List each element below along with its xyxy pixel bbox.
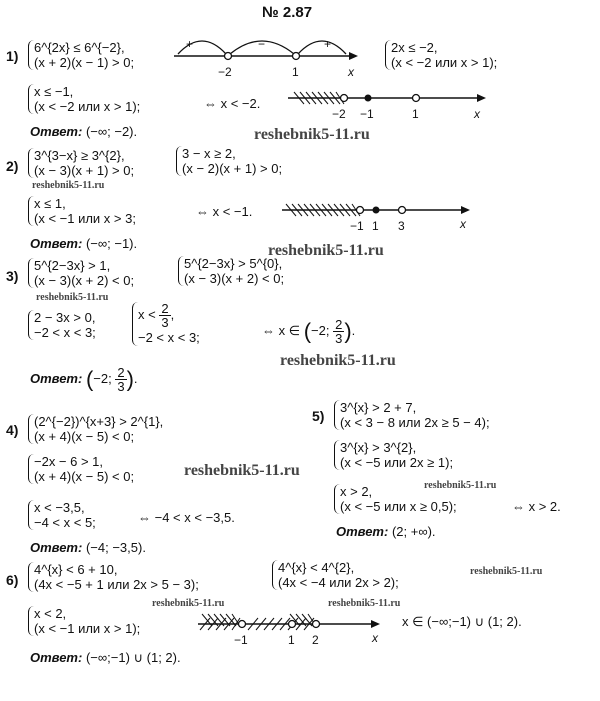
p3-system-3 — [28, 310, 96, 340]
p2-line-tick-b: 1 — [372, 219, 379, 233]
p2-answer — [30, 236, 137, 251]
page-title: № 2.87 — [262, 4, 313, 21]
p2-sys2-line1: 3 − x ≥ 2, — [182, 146, 236, 161]
p1-sign-1: + — [186, 37, 194, 51]
p4-sys3-line1: x < −3,5, — [34, 500, 85, 515]
p6-line-var: x — [372, 631, 378, 645]
p1-answer-value: (−∞; −2). — [85, 124, 138, 139]
p3-interval-left: −2; — [311, 322, 330, 338]
p1-system-3 — [28, 84, 140, 114]
p5-answer-value: (2; +∞). — [391, 524, 436, 539]
watermark: reshebnik5-11.ru — [32, 180, 105, 191]
p1-line-tick-c: 1 — [412, 107, 419, 121]
p5-sys3-line2: (x < −5 или x ≥ 0,5); — [340, 499, 457, 514]
p6-implies: x ∈ (−∞;−1) ∪ (1; 2). — [402, 614, 522, 629]
p2-system-3 — [28, 196, 136, 226]
p3-end-dot: . — [351, 322, 356, 338]
p4-sys1-line2: (x + 4)(x − 5) < 0; — [34, 429, 135, 444]
p5-sys1-line1: 3^{x} > 2 + 7, — [340, 400, 417, 415]
problem-2-number: 2) — [6, 158, 19, 174]
p2-line-var: x — [460, 217, 466, 231]
p3-sys2-line2: (x − 3)(x + 2) < 0; — [184, 271, 285, 286]
p1-line-var: x — [474, 107, 480, 121]
p2-system-1 — [28, 148, 134, 178]
p6-number-line — [196, 606, 392, 652]
p1-sys2-line1: 2x ≤ −2, — [391, 40, 438, 55]
p3-system-4: x < $\frac{2}{3}$ , −2 < x < 3; — [132, 302, 200, 346]
p2-answer-label: Ответ: — [30, 236, 83, 251]
p3-answer-label: Ответ: — [30, 370, 83, 386]
p4-system-3 — [28, 500, 96, 530]
p3-sys4-line2: −2 < x < 3; — [138, 330, 200, 345]
p5-answer — [336, 524, 436, 539]
p1-sys1-line1: 6^{2x} ≤ 6^{−2}, — [34, 40, 125, 55]
p1-sys2-line2: (x < −2 или x > 1); — [391, 55, 498, 70]
problem-1-number: 1) — [6, 48, 19, 64]
watermark: reshebnik5-11.ru — [280, 352, 396, 369]
p1-answer-label: Ответ: — [30, 124, 83, 139]
p6-sys1-line1: 4^{x} < 6 + 10, — [34, 562, 118, 577]
p1-implies: ⇔ x < −2. — [204, 96, 261, 111]
p1-sys3-line1: x ≤ −1, — [34, 84, 74, 99]
watermark: reshebnik5-11.ru — [36, 292, 109, 303]
p2-line-tick-c: 3 — [398, 219, 405, 233]
p3-sys1-line2: (x − 3)(x + 2) < 0; — [34, 273, 135, 288]
p4-answer — [30, 540, 146, 555]
p1-sys3-line2: (x < −2 или x > 1); — [34, 99, 141, 114]
p4-sys1-line1: (2^{−2})^{x+3} > 2^{1}, — [34, 414, 164, 429]
p6-line-tick-b: 1 — [288, 633, 295, 647]
p2-sys3-line1: x ≤ 1, — [34, 196, 66, 211]
p3-implies-text: ⇔ x ∈ — [262, 322, 301, 338]
p4-implies: ⇔ −4 < x < −3,5. — [138, 510, 235, 525]
p1-number-line — [284, 80, 494, 126]
p3-sys1-line1: 5^{2−3x} > 1, — [34, 258, 111, 273]
p6-system-3 — [28, 606, 140, 636]
p6-sys2-line2: (4x < −4 или 2x > 2); — [278, 575, 399, 590]
p3-answer-fraction: $\frac{2}{3}$ — [117, 365, 125, 394]
p6-sys3-line1: x < 2, — [34, 606, 67, 621]
p3-sys2-line1: 5^{2−3x} > 5^{0}, — [184, 256, 283, 271]
p1-answer — [30, 124, 137, 139]
problem-6-number: 6) — [6, 572, 19, 588]
p3-answer-left: −2; — [93, 370, 112, 386]
p5-sys1-line2: (x < 3 − 8 или 2x ≥ 5 − 4); — [340, 415, 490, 430]
watermark: reshebnik5-11.ru — [424, 480, 497, 491]
problem-5-number: 5) — [312, 408, 325, 424]
p1-axis-var: x — [348, 65, 354, 79]
p3-answer: Ответ: (−2; $\frac{2}{3}$ ). — [30, 365, 138, 394]
p1-tick-a: −2 — [218, 65, 232, 79]
p3-sys3-line2: −2 < x < 3; — [34, 325, 96, 340]
p1-tick-b: 1 — [292, 65, 299, 79]
p5-sys2-line2: (x < −5 или 2x ≥ 1); — [340, 455, 454, 470]
p2-sys3-line2: (x < −1 или x > 3; — [34, 211, 136, 226]
p5-sys3-line1: x > 2, — [340, 484, 373, 499]
p6-answer-label: Ответ: — [30, 650, 83, 665]
p6-answer — [30, 650, 181, 666]
p1-sys1-line2: (x + 2)(x − 1) > 0; — [34, 55, 135, 70]
p3-implies: ⇔ x ∈ (−2; $\frac{2}{3}$ ). — [262, 317, 356, 346]
p4-system-2 — [28, 454, 134, 484]
p3-frac-denominator: 3 — [161, 315, 169, 330]
p3-fraction — [159, 302, 170, 329]
p3-frac-numerator: 2 — [161, 301, 169, 316]
p6-line-tick-a: −1 — [234, 633, 248, 647]
p6-sys1-line2: (4x < −5 + 1 или 2x > 5 − 3); — [34, 577, 199, 592]
p1-sign-2: − — [258, 37, 266, 51]
p1-sign-3: + — [324, 37, 332, 51]
p3-sys3-line1: 2 − 3x > 0, — [34, 310, 96, 325]
p1-line-tick-a: −2 — [332, 107, 346, 121]
p4-system-1 — [28, 414, 163, 444]
p4-sys3-line2: −4 < x < 5; — [34, 515, 96, 530]
p6-sys2-line1: 4^{x} < 4^{2}, — [278, 560, 355, 575]
p4-sys2-line1: −2x − 6 > 1, — [34, 454, 104, 469]
p5-system-1 — [334, 400, 490, 430]
p4-answer-label: Ответ: — [30, 540, 83, 555]
p1-sign-chart — [172, 24, 362, 84]
p2-system-2 — [176, 146, 282, 176]
p5-system-3 — [334, 484, 457, 514]
p1-line-tick-b: −1 — [360, 107, 374, 121]
p2-sys1-line1: 3^{3−x} ≥ 3^{2}, — [34, 148, 125, 163]
p3-system-2 — [178, 256, 284, 286]
watermark: reshebnik5-11.ru — [184, 462, 300, 479]
watermark: reshebnik5-11.ru — [268, 242, 384, 259]
p5-system-2 — [334, 440, 453, 470]
watermark: reshebnik5-11.ru — [328, 598, 401, 609]
p1-system-2 — [385, 40, 497, 70]
p6-answer-value: (−∞;−1) ∪ (1; 2). — [85, 650, 181, 665]
watermark: reshebnik5-11.ru — [470, 566, 543, 577]
p2-sys1-line2: (x − 3)(x + 1) > 0; — [34, 163, 135, 178]
p2-implies: ⇔ x < −1. — [196, 204, 253, 219]
p3-sys4-first: x < — [138, 306, 156, 322]
p3-interval-fraction: $\frac{2}{3}$ — [335, 317, 343, 346]
p3-system-1 — [28, 258, 134, 288]
p5-answer-label: Ответ: — [336, 524, 389, 539]
p2-sys2-line2: (x − 2)(x + 1) > 0; — [182, 161, 283, 176]
p2-answer-value: (−∞; −1). — [85, 236, 138, 251]
p2-number-line — [280, 192, 480, 238]
p1-system-1 — [28, 40, 134, 70]
p4-sys2-line2: (x + 4)(x − 5) < 0; — [34, 469, 135, 484]
p4-answer-value: (−4; −3,5). — [85, 540, 146, 555]
watermark: reshebnik5-11.ru — [254, 126, 370, 143]
p2-line-tick-a: −1 — [350, 219, 364, 233]
p6-system-1 — [28, 562, 199, 592]
watermark: reshebnik5-11.ru — [152, 598, 225, 609]
p5-implies: ⇔ x > 2. — [512, 499, 561, 514]
problem-3-number: 3) — [6, 268, 19, 284]
p6-line-tick-c: 2 — [312, 633, 319, 647]
p5-sys2-line1: 3^{x} > 3^{2}, — [340, 440, 417, 455]
problem-4-number: 4) — [6, 422, 19, 438]
p6-sys3-line2: (x < −1 или x > 1); — [34, 621, 141, 636]
p6-system-2 — [272, 560, 399, 590]
